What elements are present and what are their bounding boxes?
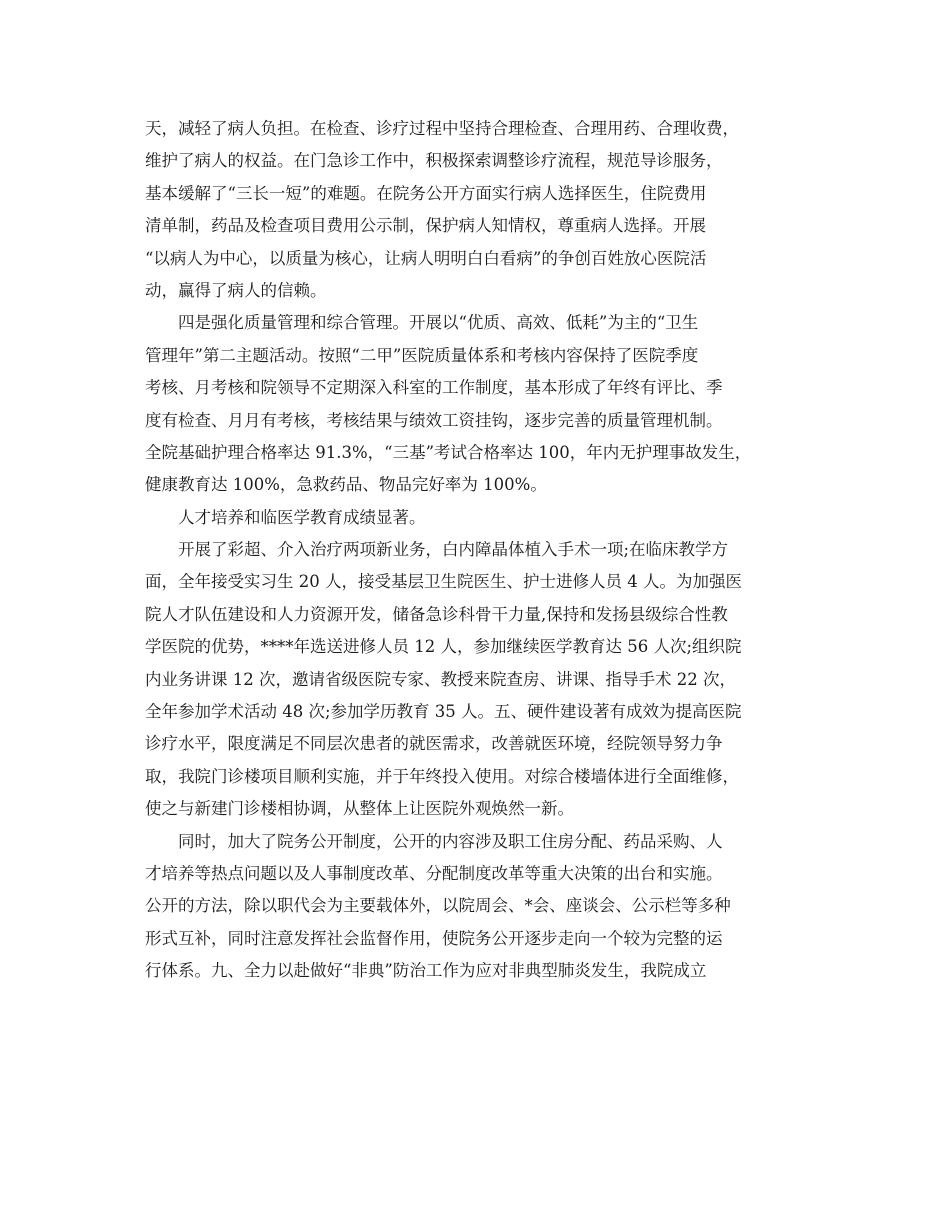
text-line: 公开的方法，除以职代会为主要载体外，以院周会、*会、座谈会、公示栏等多种 [145,896,731,916]
text-line: 健康教育达 100%，急救药品、物品完好率为 100%。 [145,475,547,495]
text-line: 院人才队伍建设和人力资源开发，储备急诊科骨干力量,保持和发扬县级综合性教 [145,604,728,624]
text-line: 全院基础护理合格率达 91.3%，“三基”考试合格率达 100，年内无护理事故发生， [145,442,752,462]
text-line: 面，全年接受实习生 20 人，接受基层卫生院医生、护士进修人员 4 人。为加强医 [145,572,742,592]
text-line: 管理年”第二主题活动。按照“二甲”医院质量体系和考核内容保持了医院季度 [145,345,699,365]
text-line: 取，我院门诊楼项目顺利实施，并于年终投入使用。对综合楼墙体进行全面维修， [145,766,739,786]
text-line: 考核、月考核和院领导不定期深入科室的工作制度，基本形成了年终有评比、季 [145,378,723,398]
text-line: 动，赢得了病人的信赖。 [145,280,327,300]
text-line: “以病人为中心，以质量为核心，让病人明明白白看病”的争创百姓放心医院活 [145,248,707,268]
text-line: 天，减轻了病人负担。在检查、诊疗过程中坚持合理检查、合理用药、合理收费， [145,119,739,138]
document-body [145,113,815,988]
text-line: 诊疗水平，限度满足不同层次患者的就医需求，改善就医环境，经院领导努力争 [145,734,723,754]
text-line: 全年参加学术活动 48 次;参加学历教育 35 人。五、硬件建设著有成效为提高医院 [145,702,742,722]
text-line: 基本缓解了“三长一短”的难题。在院务公开方面实行病人选择医生，住院费用 [145,183,707,203]
text-line: 学医院的优势，****年选送进修人员 12 人，参加继续医学教育达 56 人次;组织院 [145,637,742,657]
text-line: 行体系。九、全力以赴做好“非典”防治工作为应对非典型肺炎发生，我院成立 [145,961,707,981]
text-line: 同时，加大了院务公开制度，公开的内容涉及职工住房分配、药品采购、人 [178,831,723,851]
text-line: 开展了彩超、介入治疗两项新业务，白内障晶体植入手术一项;在临床教学方 [178,540,729,560]
text-line: 度有检查、月月有考核，考核结果与绩效工资挂钩，逐步完善的质量管理机制。 [145,410,723,430]
text-line: 人才培养和临医学教育成绩显著。 [178,507,426,527]
text-line: 四是强化质量管理和综合管理。开展以“优质、高效、低耗”为主的“卫生 [178,313,699,333]
text-line: 内业务讲课 12 次，邀请省级医院专家、教授来院查房、讲课、指导手术 22 次， [145,669,736,689]
text-line: 使之与新建门诊楼相协调，从整体上让医院外观焕然一新。 [145,799,574,819]
text-line: 清单制，药品及检查项目费用公示制，保护病人知情权，尊重病人选择。开展 [145,216,706,236]
text-line: 维护了病人的权益。在门急诊工作中，积极探索调整诊疗流程，规范导诊服务， [145,151,723,171]
text-line: 才培养等热点问题以及人事制度改革、分配制度改革等重大决策的出台和实施。 [145,863,723,883]
text-line: 形式互补，同时注意发挥社会监督作用，使院务公开逐步走向一个较为完整的运 [145,928,723,948]
